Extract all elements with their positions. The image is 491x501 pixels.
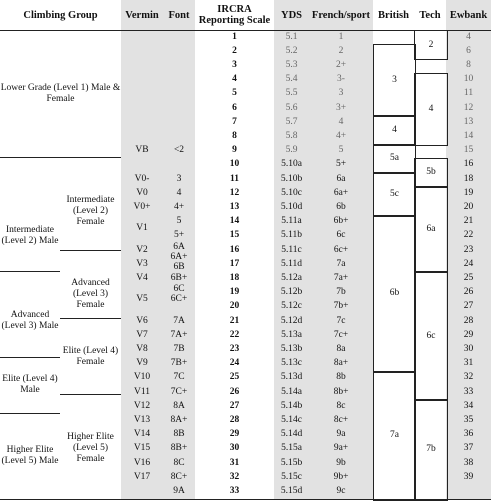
yds-grade: 5.13b xyxy=(280,343,303,354)
group-rule xyxy=(60,250,121,251)
vermin-grade: V11 xyxy=(133,386,150,397)
header-tech: Tech xyxy=(419,9,441,21)
yds-grade: 5.1 xyxy=(285,31,298,42)
vermin-grade: VB xyxy=(135,145,149,156)
ircra-grade: 31 xyxy=(229,457,240,468)
british-grade-box: 7a xyxy=(373,371,416,501)
font-grade: 8C+ xyxy=(170,471,188,482)
yds-grade: 5.12c xyxy=(281,301,302,312)
vermin-grade: V6 xyxy=(136,315,148,326)
ewbank-grade: 27 xyxy=(463,301,474,312)
yds-grade: 5.2 xyxy=(285,45,298,56)
yds-grade: 5.15c xyxy=(281,471,302,482)
french-grade: 8a xyxy=(336,343,346,354)
group-label-female: Lower Grade (Level 1) Male & Female xyxy=(0,82,121,104)
ewbank-grade: 4 xyxy=(466,31,471,42)
ewbank-grade: 18 xyxy=(463,173,474,184)
ircra-grade: 15 xyxy=(229,230,240,241)
french-grade: 5+ xyxy=(335,159,347,170)
ewbank-grade: 23 xyxy=(463,244,474,255)
vermin-grade: V1 xyxy=(136,223,148,234)
ircra-grade: 23 xyxy=(229,343,240,354)
group-rule xyxy=(0,157,121,158)
font-grade: 8B xyxy=(173,429,185,440)
french-grade: 3+ xyxy=(335,102,347,113)
french-grade: 6a+ xyxy=(333,187,349,198)
yds-grade: 5.10a xyxy=(281,159,302,170)
british-grade-box: 4 xyxy=(373,115,416,145)
vermin-grade: V4 xyxy=(136,272,148,283)
group-label-male: Intermediate (Level 2) Male xyxy=(1,224,59,246)
french-grade: 6c+ xyxy=(333,244,349,255)
font-grade: 4+ xyxy=(173,201,185,212)
vermin-grade: V16 xyxy=(133,457,151,468)
font-grade: 8A xyxy=(173,400,185,411)
french-grade: 9a+ xyxy=(333,443,349,454)
french-grade: 7b+ xyxy=(333,301,349,312)
font-grade: 7B+ xyxy=(170,358,188,369)
ewbank-grade: 39 xyxy=(463,471,474,482)
header-yds: YDS xyxy=(280,9,302,21)
ircra-grade: 28 xyxy=(229,414,240,425)
ewbank-grade: 37 xyxy=(463,443,474,454)
ewbank-grade: 24 xyxy=(463,258,474,269)
ircra-grade: 22 xyxy=(229,329,240,340)
font-grade: <2 xyxy=(173,145,185,156)
ewbank-grade: 34 xyxy=(463,400,474,411)
ircra-grade: 32 xyxy=(229,471,240,482)
group-rule xyxy=(60,318,121,319)
ircra-grade: 9 xyxy=(232,145,237,156)
french-grade: 9b+ xyxy=(333,471,349,482)
ircra-grade: 1 xyxy=(232,31,237,42)
group-label-female: Advanced (Level 3) Female xyxy=(71,278,110,311)
ircra-grade: 24 xyxy=(229,358,240,369)
font-grade: 8C xyxy=(173,457,185,468)
header-font: Font xyxy=(168,9,190,21)
french-grade: 9c xyxy=(336,485,346,496)
ewbank-grade: 12 xyxy=(463,102,474,113)
ewbank-grade: 14 xyxy=(463,130,474,141)
yds-grade: 5.12d xyxy=(280,315,303,326)
ewbank-grade: 32 xyxy=(463,372,474,383)
group-rule xyxy=(0,499,491,500)
ewbank-grade: 16 xyxy=(463,159,474,170)
ewbank-grade: 22 xyxy=(463,230,474,241)
yds-grade: 5.14a xyxy=(281,386,302,397)
tech-grade-box: 2 xyxy=(414,30,448,60)
yds-grade: 5.11c xyxy=(281,244,302,255)
french-grade: 7a xyxy=(336,258,346,269)
ircra-grade: 12 xyxy=(229,187,240,198)
ewbank-grade: 33 xyxy=(463,386,474,397)
header-climbing-group: Climbing Group xyxy=(23,9,98,21)
french-grade: 9b xyxy=(336,457,346,468)
font-grade: 3 xyxy=(176,173,182,184)
font-grade: 5+ xyxy=(173,230,185,241)
vermin-grade: V0- xyxy=(134,173,150,184)
font-grade: 6B+ xyxy=(170,272,188,283)
ewbank-grade: 30 xyxy=(463,343,474,354)
vermin-grade: V2 xyxy=(136,244,148,255)
ewbank-grade: 29 xyxy=(463,329,474,340)
french-grade: 2 xyxy=(338,45,344,56)
yds-grade: 5.11d xyxy=(280,258,303,269)
group-label-male: Elite (Level 4) Male xyxy=(2,373,58,395)
french-grade: 3 xyxy=(338,88,344,99)
french-grade: 1 xyxy=(338,31,344,42)
font-grade: 7B xyxy=(173,343,185,354)
british-grade-box: 6b xyxy=(373,215,416,373)
font-grade: 6C+ xyxy=(170,294,188,305)
ircra-grade: 16 xyxy=(229,244,240,255)
font-grade: 4 xyxy=(176,187,182,198)
french-grade: 2+ xyxy=(335,59,347,70)
ircra-grade: 6 xyxy=(232,102,237,113)
ircra-grade: 10 xyxy=(229,159,240,170)
yds-grade: 5.10d xyxy=(280,201,303,212)
ewbank-grade: 6 xyxy=(466,45,471,56)
french-grade: 6b+ xyxy=(333,216,349,227)
yds-grade: 5.13c xyxy=(281,358,302,369)
ircra-grade: 19 xyxy=(229,287,240,298)
ircra-grade: 4 xyxy=(232,74,237,85)
french-grade: 8b+ xyxy=(333,386,349,397)
header-ircra: IRCRA Reporting Scale xyxy=(198,4,271,26)
ircra-grade: 27 xyxy=(229,400,240,411)
yds-grade: 5.12a xyxy=(281,272,302,283)
french-grade: 8a+ xyxy=(333,358,349,369)
yds-grade: 5.6 xyxy=(285,102,298,113)
tech-grade-box: 6c xyxy=(414,271,448,401)
vermin-grade: V10 xyxy=(133,372,151,383)
yds-grade: 5.15d xyxy=(280,485,303,496)
font-grade: 7C xyxy=(173,372,185,383)
ircra-grade: 18 xyxy=(229,272,240,283)
group-label-female: Intermediate (Level 2) Female xyxy=(66,194,115,227)
french-grade: 3- xyxy=(337,74,345,85)
ircra-grade: 3 xyxy=(232,59,237,70)
vermin-grade: V7 xyxy=(136,329,148,340)
ircra-grade: 29 xyxy=(229,429,240,440)
ewbank-grade: 35 xyxy=(463,414,474,425)
font-grade: 6A+ xyxy=(170,251,188,262)
font-grade: 6C xyxy=(173,284,185,295)
french-grade: 8c xyxy=(336,400,346,411)
group-rule xyxy=(0,413,60,414)
group-rule xyxy=(0,271,60,272)
font-grade: 8A+ xyxy=(170,414,188,425)
ewbank-grade: 11 xyxy=(463,88,474,99)
french-grade: 5 xyxy=(338,145,344,156)
vermin-grade: V17 xyxy=(133,471,151,482)
group-label-male: Higher Elite (Level 5) Male xyxy=(1,444,59,466)
yds-grade: 5.11b xyxy=(280,230,303,241)
yds-grade: 5.7 xyxy=(285,116,298,127)
yds-grade: 5.8 xyxy=(285,130,298,141)
vermin-grade: V3 xyxy=(136,258,148,269)
tech-grade-box: 7b xyxy=(414,399,448,500)
ircra-grade: 30 xyxy=(229,443,240,454)
ewbank-grade: 38 xyxy=(463,457,474,468)
vermin-grade: V0+ xyxy=(133,201,151,212)
yds-grade: 5.12b xyxy=(280,287,303,298)
group-label-female: Higher Elite (Level 5) Female xyxy=(67,432,114,465)
vermin-grade: V14 xyxy=(133,429,151,440)
font-grade: 6A xyxy=(173,241,185,252)
vermin-grade: V9 xyxy=(136,358,148,369)
yds-grade: 5.10b xyxy=(280,173,303,184)
yds-grade: 5.13d xyxy=(280,372,303,383)
font-grade: 7A+ xyxy=(170,329,188,340)
header-vermin: Vermin xyxy=(125,9,159,21)
vermin-grade: V8 xyxy=(136,343,148,354)
ewbank-grade: 26 xyxy=(463,287,474,298)
font-grade: 8B+ xyxy=(170,443,188,454)
french-grade: 6b xyxy=(336,201,346,212)
vermin-grade: V13 xyxy=(133,414,151,425)
tech-grade-box: 4 xyxy=(414,73,448,146)
font-grade: 5 xyxy=(176,216,182,227)
ircra-grade: 21 xyxy=(229,315,240,326)
ewbank-grade: 36 xyxy=(463,429,474,440)
yds-grade: 5.14c xyxy=(281,414,302,425)
group-label-female: Elite (Level 4) Female xyxy=(62,345,119,367)
yds-grade: 5.3 xyxy=(285,59,298,70)
yds-grade: 5.15a xyxy=(281,443,302,454)
french-grade: 9a xyxy=(336,429,346,440)
ircra-grade: 26 xyxy=(229,386,240,397)
yds-grade: 5.14b xyxy=(280,400,303,411)
ircra-grade: 7 xyxy=(232,116,237,127)
yds-grade: 5.10c xyxy=(281,187,302,198)
ewbank-grade: 25 xyxy=(463,272,474,283)
vermin-grade: V5 xyxy=(136,294,148,305)
font-grade: 9A xyxy=(173,485,185,496)
vermin-grade: V0 xyxy=(136,187,148,198)
french-grade: 7a+ xyxy=(333,272,349,283)
ircra-grade: 33 xyxy=(229,485,240,496)
yds-grade: 5.15b xyxy=(280,457,303,468)
yds-grade: 5.9 xyxy=(285,145,298,156)
french-grade: 7c+ xyxy=(333,329,349,340)
tech-grade-box: 5b xyxy=(414,158,448,188)
french-grade: 7c xyxy=(336,315,346,326)
british-grade-box: 5c xyxy=(373,172,416,217)
vermin-grade: V12 xyxy=(133,400,151,411)
british-grade-box: 3 xyxy=(373,44,416,117)
ircra-grade: 25 xyxy=(229,372,240,383)
group-label-male: Advanced (Level 3) Male xyxy=(1,310,59,332)
french-grade: 6c xyxy=(336,230,346,241)
font-grade: 7C+ xyxy=(170,386,188,397)
tech-grade-box: 6a xyxy=(414,186,448,273)
ewbank-grade: 20 xyxy=(463,201,474,212)
header-french-sport: French/sport xyxy=(311,9,371,21)
ircra-grade: 11 xyxy=(230,173,239,184)
ircra-grade: 14 xyxy=(229,216,240,227)
ewbank-grade: 21 xyxy=(463,216,474,227)
ewbank-grade: 28 xyxy=(463,315,474,326)
group-rule xyxy=(60,394,121,395)
ircra-grade: 17 xyxy=(229,258,240,269)
french-grade: 4 xyxy=(338,116,344,127)
vermin-grade: V15 xyxy=(133,443,151,454)
font-grade: 7A xyxy=(173,315,185,326)
ircra-grade: 8 xyxy=(232,130,237,141)
ircra-grade: 20 xyxy=(229,301,240,312)
yds-grade: 5.11a xyxy=(281,216,302,227)
ircra-grade: 2 xyxy=(232,45,237,56)
font-grade: 6B xyxy=(173,261,185,272)
ewbank-grade: 31 xyxy=(463,358,474,369)
ewbank-grade: 10 xyxy=(463,74,474,85)
ircra-grade: 5 xyxy=(232,88,237,99)
group-rule xyxy=(0,357,60,358)
french-grade: 4+ xyxy=(335,130,347,141)
header-british: British xyxy=(378,9,409,21)
yds-grade: 5.13a xyxy=(281,329,302,340)
ircra-grade: 13 xyxy=(229,201,240,212)
yds-grade: 5.14d xyxy=(280,429,303,440)
yds-grade: 5.5 xyxy=(285,88,298,99)
ewbank-grade: 13 xyxy=(463,116,474,127)
header-ewbank: Ewbank xyxy=(449,9,488,21)
french-grade: 8b xyxy=(336,372,346,383)
ewbank-grade: 8 xyxy=(466,59,471,70)
british-grade-box: 5a xyxy=(373,144,416,174)
french-grade: 7b xyxy=(336,287,346,298)
ewbank-grade: 19 xyxy=(463,187,474,198)
ewbank-grade: 15 xyxy=(463,145,474,156)
french-grade: 6a xyxy=(336,173,346,184)
french-grade: 8c+ xyxy=(333,414,349,425)
yds-grade: 5.4 xyxy=(285,74,298,85)
